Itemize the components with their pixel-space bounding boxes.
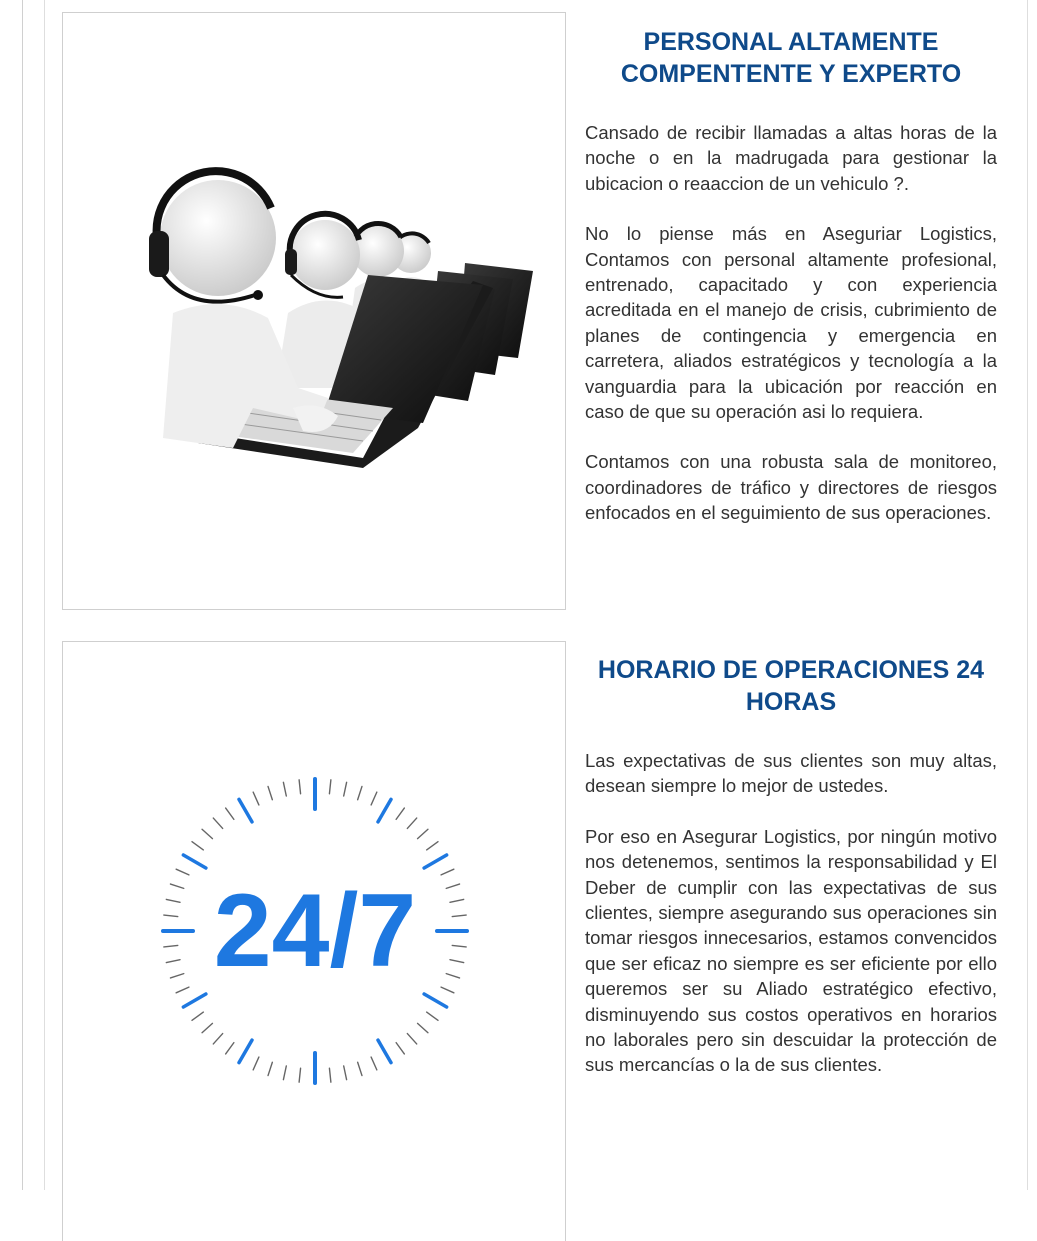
clock-hour-tick [424, 994, 447, 1007]
clock-minute-tick [299, 780, 300, 794]
clock-minute-tick [446, 884, 459, 888]
clock-minute-tick [170, 884, 183, 888]
clock-minute-tick [427, 1012, 438, 1020]
clock-hour-tick [378, 799, 391, 822]
clock-minute-tick [176, 987, 189, 993]
clock-label: 24/7 [213, 873, 417, 989]
clock-24-7-icon [63, 642, 565, 1240]
clock-minute-tick [396, 1043, 404, 1054]
clock-minute-tick [329, 780, 330, 794]
operations-hours-text [585, 641, 997, 1078]
clock-minute-tick [344, 1066, 347, 1080]
clock-minute-tick [226, 808, 234, 819]
clock-minute-tick [253, 1057, 259, 1070]
clock-minute-tick [371, 792, 377, 805]
clock-hour-tick [183, 855, 206, 868]
clock-minute-tick [170, 974, 183, 978]
clock-minute-tick [166, 960, 180, 963]
clock-minute-tick [371, 1057, 377, 1070]
left-inner-border [44, 0, 45, 1190]
paragraph: Las expectativas de sus clientes son muy altas, desean siempre lo mejor de ustedes. [585, 750, 997, 797]
paragraph: Cansado de recibir llamadas a altas horas de la noche o en la madrugada para gestionar la ubicacion o reaaccion de un vehiculo ?. [585, 122, 997, 194]
clock-minute-tick [213, 818, 222, 828]
clock-minute-tick [166, 899, 180, 902]
call-center-image [62, 12, 566, 610]
clock-minute-tick [418, 1023, 428, 1032]
clock-hour-tick [183, 994, 206, 1007]
clock-minute-tick [283, 1066, 286, 1080]
clock-minute-tick [176, 869, 189, 875]
clock-image [62, 641, 566, 1241]
clock-minute-tick [283, 782, 286, 796]
clock-minute-tick [427, 842, 438, 850]
clock-minute-tick [452, 945, 466, 946]
section-expert-staff [62, 12, 1007, 612]
clock-minute-tick [213, 1034, 222, 1044]
clock-minute-tick [192, 1012, 203, 1020]
clock-minute-tick [358, 786, 362, 799]
clock-minute-tick [358, 1062, 362, 1075]
clock-minute-tick [202, 829, 212, 838]
clock-minute-tick [450, 899, 464, 902]
paragraph: Contamos con una robusta sala de monitoreo, coordinadores de tráfico y directores de riesgos enfocados en el seguimiento de sus operaciones. [585, 451, 997, 524]
clock-minute-tick [164, 915, 178, 916]
clock-hour-tick [378, 1040, 391, 1063]
clock-minute-tick [329, 1068, 330, 1082]
section-heading: PERSONAL ALTAMENTE COMPENTENTE Y EXPERTO [620, 28, 962, 88]
clock-minute-tick [418, 829, 428, 838]
clock-minute-tick [396, 808, 404, 819]
clock-hour-tick [424, 855, 447, 868]
section-heading: HORARIO DE OPERACIONES 24 HORAS [597, 656, 985, 716]
clock-hour-tick [239, 1040, 252, 1063]
clock-minute-tick [202, 1023, 212, 1032]
clock-minute-tick [344, 782, 347, 796]
clock-minute-tick [452, 915, 466, 916]
paragraph: No lo piense más en Aseguriar Logistics, Contamos con personal altamente profesional, entrenado, capacitado y con experiencia acreditada en el manejo de crisis, cubrimiento de planes de contingencia y emergencia en carretera, aliados estratégicos y tecnología a la vanguardia para la ubicación por reacción en caso de que su operación asi lo requiera. [585, 223, 997, 423]
paragraph: Por eso en Asegurar Logistics, por ningún motivo nos detenemos, sentimos la responsabilidad y El Deber de cumplir con las expectativas de sus clientes, siempre asegurando sus operaciones sin tomar riesgos innecesarios, estamos convencidos que ser eficaz no siempre es ser eficiente por ello queremos ser su Aliado estratégico efectivo, disminuyendo sus costos operativos en horarios no laborales pero sin descuidar la protección de sus mercancías o la de sus clientes. [585, 825, 997, 1076]
clock-minute-tick [407, 818, 416, 828]
expert-staff-text [585, 12, 997, 526]
right-frame-border [1027, 0, 1028, 1190]
clock-minute-tick [441, 869, 454, 875]
call-center-operators-illustration [63, 13, 565, 609]
clock-hour-tick [239, 799, 252, 822]
left-frame-border [22, 0, 23, 1190]
clock-minute-tick [268, 786, 272, 799]
clock-minute-tick [446, 974, 459, 978]
clock-minute-tick [450, 960, 464, 963]
clock-minute-tick [299, 1068, 300, 1082]
clock-minute-tick [268, 1062, 272, 1075]
clock-minute-tick [226, 1043, 234, 1054]
clock-minute-tick [441, 987, 454, 993]
clock-minute-tick [164, 945, 178, 946]
clock-minute-tick [192, 842, 203, 850]
clock-minute-tick [253, 792, 259, 805]
clock-minute-tick [407, 1034, 416, 1044]
section-operations-hours [62, 641, 1007, 1201]
